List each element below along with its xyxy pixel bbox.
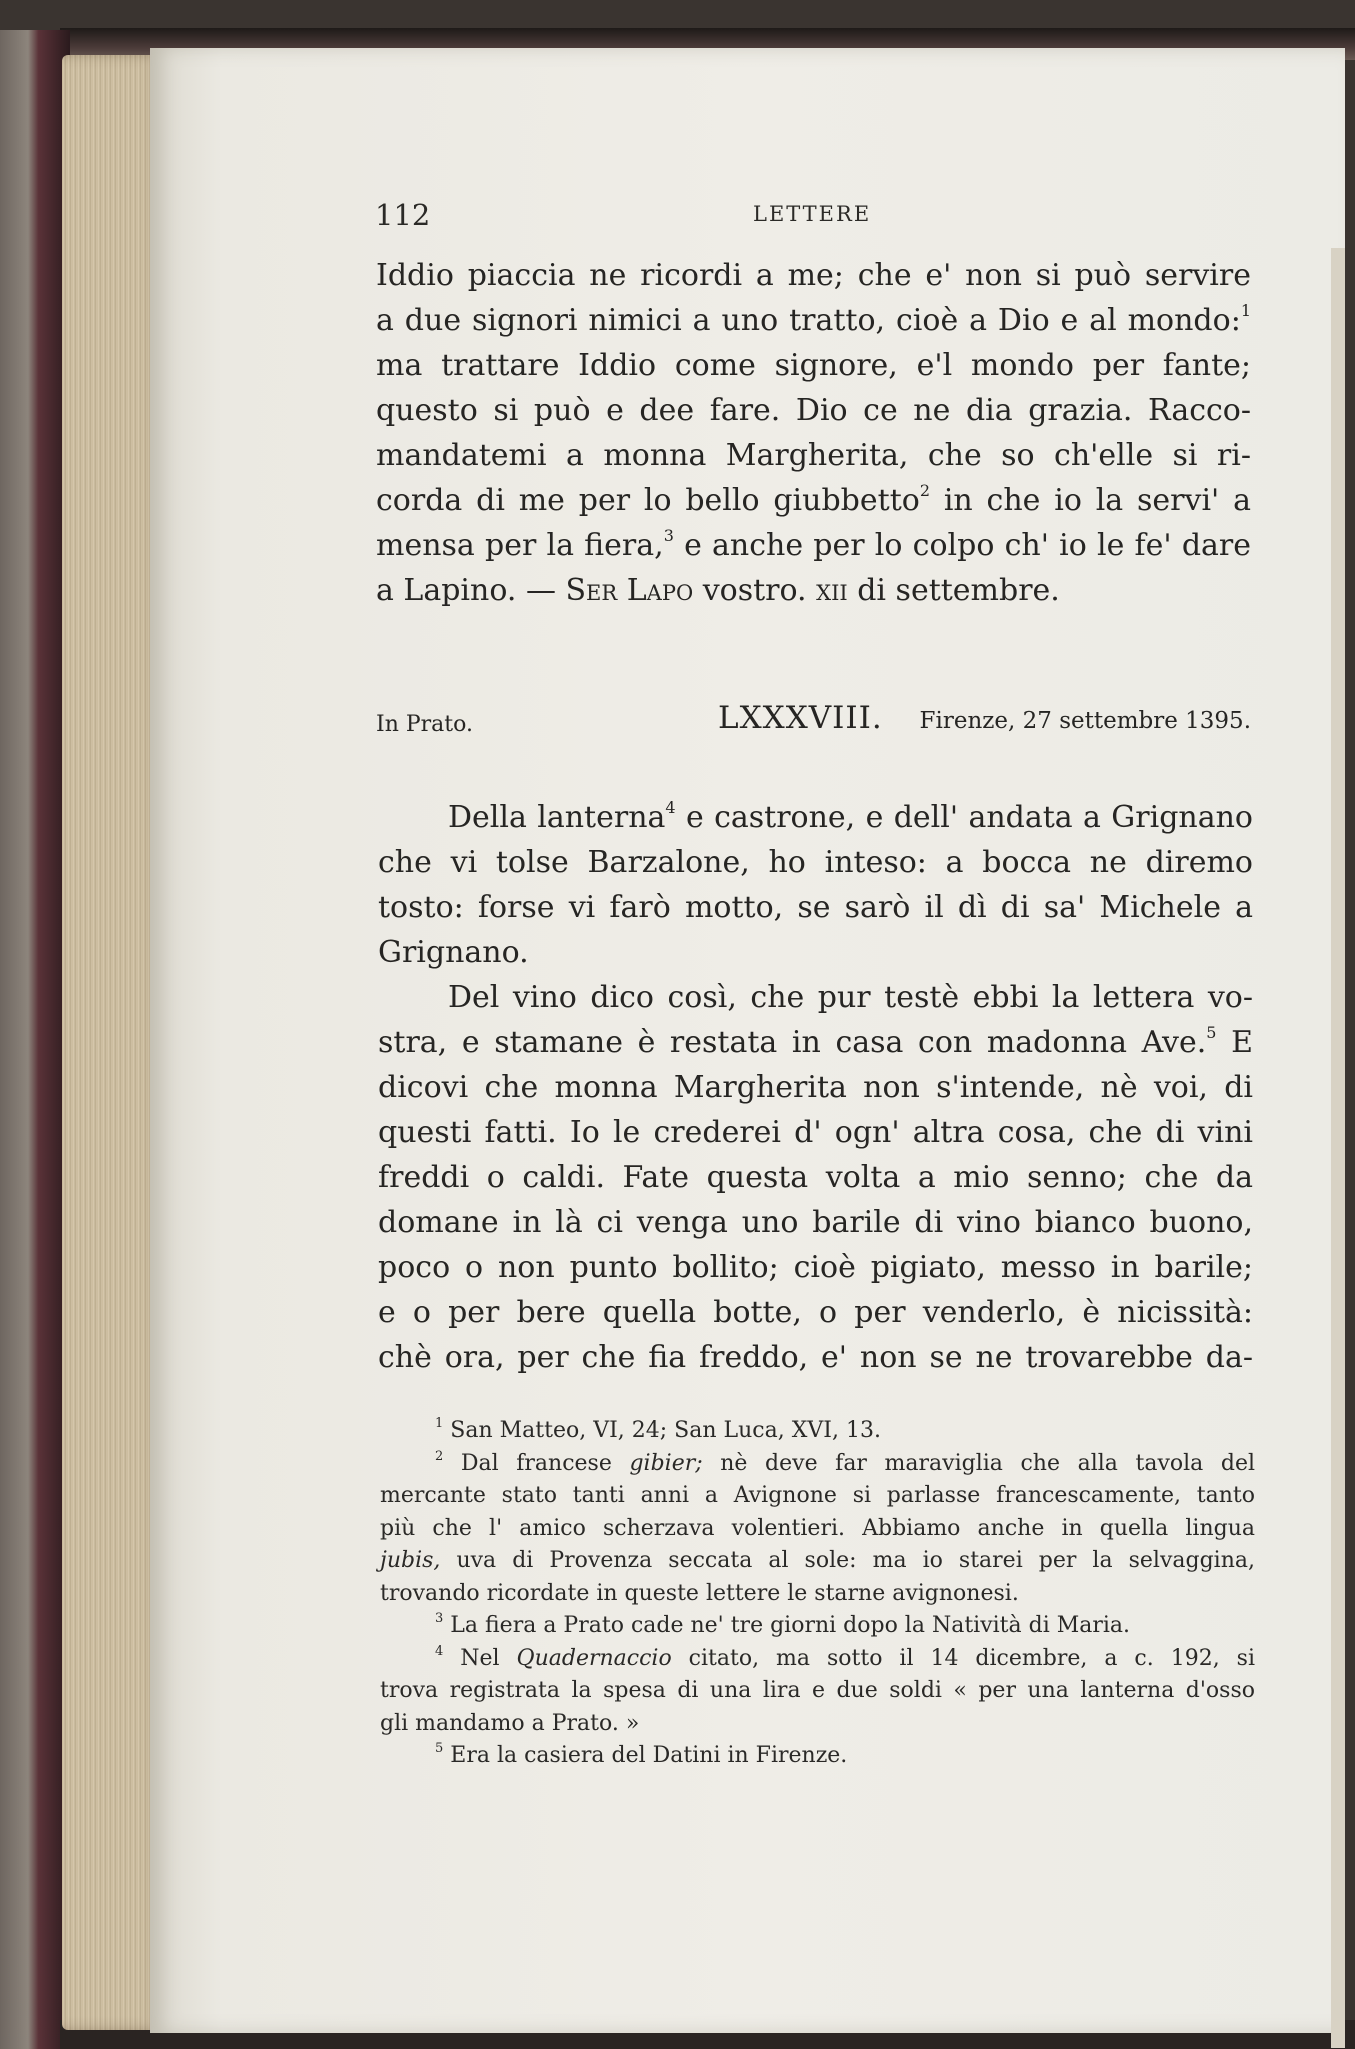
footnote-4: $^4$ Nel Quadernaccio citato, ma sotto il 14 dicembre, a c. 192, si trova registrata la spesa di una lira e due soldi « per una lanterna d'osso gli mandamo a Prato. »	[380, 1643, 1255, 1736]
letter-date: Firenze, 27 settembre 1395.	[919, 708, 1251, 734]
letter-body	[378, 795, 1253, 1380]
footnote-2: $^2$ Dal francese gibier; nè deve far maraviglia che alla tavola del mercante stato tanti anni a Avignone si parlasse francescamente, tanto più che l' amico scherzava volentieri. Abbiamo anche in quella lingua jubis, uva di Provenza seccata al sole: ma io starei per la selvaggina, trovando ricordate in queste lettere le starne avignonesi.	[380, 1448, 1256, 1606]
text-line: a due signori nimici a uno tratto, cioè a Dio e al mondo:$^1$	[376, 301, 1251, 338]
page-number: 112	[375, 198, 431, 232]
running-head: LETTERE	[753, 202, 872, 226]
text-line: dicovi che monna Margherita non s'intende, nè voi, di	[378, 1070, 1253, 1105]
footnote-3: $^3$ La fiera a Prato cade ne' tre giorni dopo la Natività di Maria.	[435, 1611, 1131, 1638]
text-line: che vi tolse Barzalone, ho inteso: a bocca ne diremo	[378, 845, 1253, 880]
footnotes	[380, 1415, 1255, 1773]
text-line: poco o non punto bollito; cioè pigiato, messo in barile;	[378, 1250, 1253, 1285]
letter-ending-passage	[376, 253, 1251, 613]
footnote-5: $^5$ Era la casiera del Datini in Firenze.	[435, 1741, 848, 1768]
text-line: chè ora, per che fia freddo, e' non se ne trovarebbe da-	[378, 1340, 1253, 1375]
page-stack-edges	[62, 55, 162, 2030]
text-line: questi fatti. Io le crederei d' ogn' altra cosa, che di vini	[378, 1115, 1253, 1150]
text-line: mandatemi a monna Margherita, che so ch'elle si ri-	[376, 438, 1251, 473]
text-line: questo si può e dee fare. Dio ce ne dia grazia. Racco-	[376, 393, 1251, 428]
text-line: corda di me per lo bello giubbetto$^2$ in che io la servi' a	[376, 481, 1251, 518]
text-line: tosto: forse vi farò motto, se sarò il dì di sa' Michele a	[378, 890, 1253, 925]
text-line: domane in là ci venga uno barile di vino bianco buono,	[378, 1205, 1253, 1240]
text-line: stra, e stamane è restata in casa con madonna Ave.$^5$ E	[378, 1023, 1253, 1060]
footnote-1: $^1$ San Matteo, VI, 24; San Luca, XVI, 13.	[435, 1416, 881, 1443]
letter-heading	[376, 700, 1251, 744]
text-line: ma trattare Iddio come signore, e'l mondo per fante;	[376, 348, 1251, 383]
text-line: Iddio piaccia ne ricordi a me; che e' non si può servire	[376, 258, 1251, 293]
signature: Ser Lapo	[565, 573, 694, 608]
text-line: e o per bere quella botte, o per venderlo, è nicissità:	[378, 1295, 1253, 1330]
footnote-marker: 1	[1240, 301, 1251, 320]
footnote-marker: 4	[665, 798, 676, 817]
footnote-marker: 5	[1206, 1023, 1217, 1042]
text-line: freddi o caldi. Fate questa volta a mio senno; che da	[378, 1160, 1253, 1195]
text-line: Della lanterna$^4$ e castrone, e dell' andata a Grignano	[448, 798, 1253, 835]
letter-place: In Prato.	[376, 712, 473, 737]
letter-number: LXXXVIII.	[718, 700, 883, 736]
book-spine-cover	[0, 30, 70, 2049]
footnote-marker: 3	[663, 526, 674, 545]
text-line: Del vino dico così, che pur testè ebbi la lettera vo-	[448, 980, 1253, 1015]
roman-date: xii	[816, 573, 848, 608]
text-line: mensa per la fiera,$^3$ e anche per lo colpo ch' io le fe' dare	[376, 526, 1252, 563]
footnote-marker: 2	[919, 481, 930, 500]
text-line: Grignano.	[378, 935, 529, 970]
page-header	[375, 198, 1250, 238]
facing-page-sliver	[1331, 248, 1345, 2048]
text-line: a Lapino. — Ser Lapo vostro. xii di settembre.	[376, 573, 1060, 608]
